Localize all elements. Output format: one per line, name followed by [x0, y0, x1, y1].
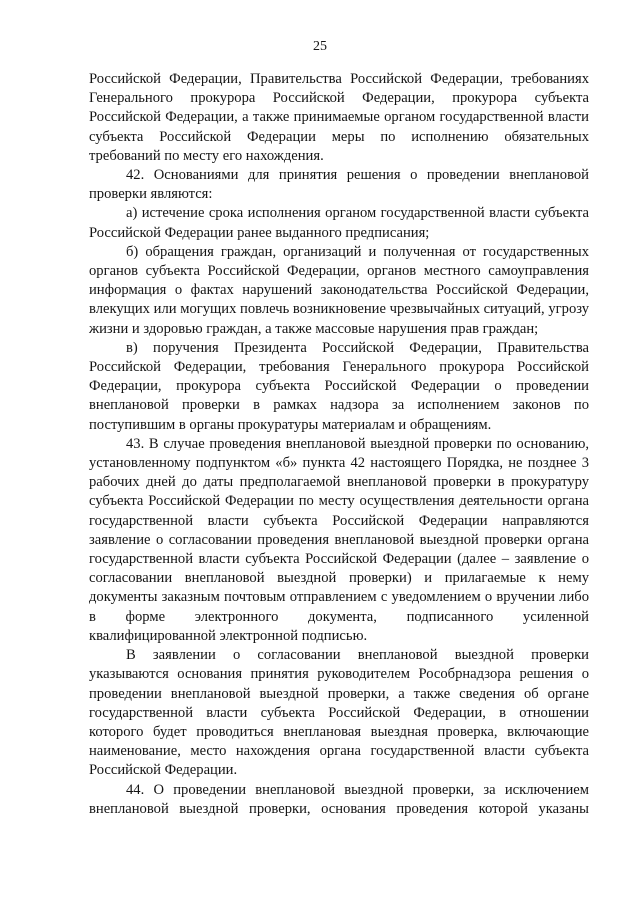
paragraph-43: 43. В случае проведения внеплановой выездной проверки по основанию, установленному подпунктом «б» пункта 42 настоящего Порядка, не позднее 3 рабочих дней до даты предполагаемой внеплановой проверки в прокуратуру субъекта Российской Федерации по месту осуществления деятельности органа государственной власти субъекта Российской Федерации направляются заявление о согласовании проведения внеплановой выездной проверки органа государственной власти субъекта Российской Федерации (далее – заявление о согласовании внеплановой выездной проверки) и прилагаемые к нему документы заказным почтовым отправлением с уведомлением о вручении либо в форме электронного документа, подписанного усиленной квалифицированной электронной подписью. — [89, 435, 589, 644]
page-number: 25 — [313, 39, 327, 54]
paragraph-42: 42. Основаниями для принятия решения о проведении внеплановой проверки являются: — [89, 167, 589, 203]
paragraph-44: 44. О проведении внеплановой выездной проверки, за исключением внеплановой выездной проверки, основания проведения которой указаны — [89, 781, 589, 817]
paragraph-42-v: в) поручения Президента Российской Федерации, Правительства Российской Федерации, требования Генерального прокурора Российской Федерации, прокурора субъекта Российской Федерации о проведении внеплановой проверки в рамках надзора за исполнением законов по поступившим в органы прокуратуры материалам и обращениям. — [89, 339, 589, 433]
document-body — [89, 70, 589, 819]
paragraph-42-a: а) истечение срока исполнения органом государственной власти субъекта Российской Федерации ранее выданного предписания; — [89, 205, 589, 241]
paragraph-42-b: б) обращения граждан, организаций и полученная от государственных органов субъекта Российской Федерации, органов местного самоуправления информация о фактах нарушений законодательства Российской Федерации, влекущих или могущих повлечь возникновение чрезвычайных ситуаций, угрозу жизни и здоровью граждан, а также массовые нарушения прав граждан; — [89, 243, 589, 337]
paragraph-continuation: Российской Федерации, Правительства Российской Федерации, требованиях Генерального прокурора Российской Федерации, прокурора субъекта Российской Федерации, а также принимаемые органом государственной власти субъекта Российской Федерации меры по исполнению обязательных требований по месту его нахождения. — [89, 71, 589, 164]
paragraph-43-application: В заявлении о согласовании внеплановой выездной проверки указываются основания принятия руководителем Рособрнадзора решения о проведении внеплановой выездной проверки, а также сведения об органе государственной власти субъекта Российской Федерации, в отношении которого будет проводиться внеплановая выездная проверка, включающие наименование, место нахождения органа государственной власти субъекта Российской Федерации. — [89, 647, 589, 779]
